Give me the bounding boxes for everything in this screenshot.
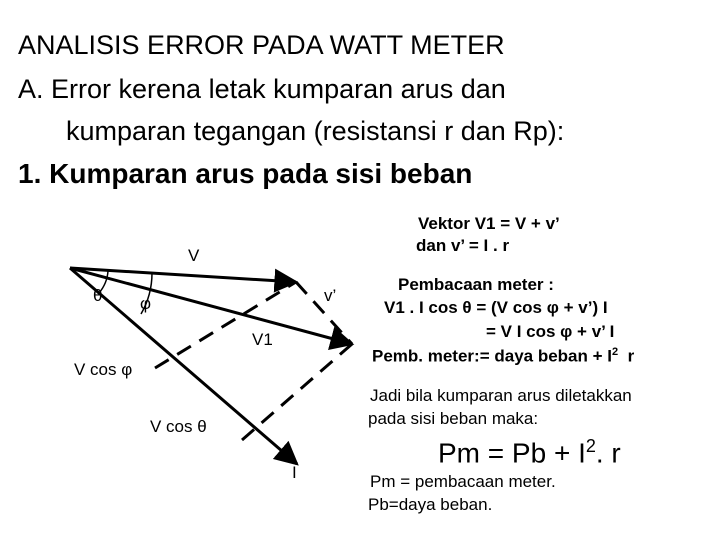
item-a-line2: kumparan tegangan (resistansi r dan Rp): <box>66 116 565 146</box>
formula-main: Pm = Pb + I <box>438 437 586 469</box>
formula-sup: 2 <box>585 436 596 456</box>
formula-pm <box>438 436 621 469</box>
formula-end: . r <box>595 437 621 469</box>
reading-heading: Pembacaan meter : <box>398 275 554 294</box>
vector-v <box>70 268 296 282</box>
label-i: I <box>292 463 297 482</box>
label-theta: θ <box>93 286 103 305</box>
conclusion-line2: pada sisi beban maka: <box>368 409 539 428</box>
reading-meaning-end: r <box>627 346 635 366</box>
slide-title: ANALISIS ERROR PADA WATT METER <box>18 30 505 60</box>
reading-equation-simplified: = V I cos φ + v’ I <box>486 322 615 341</box>
item-1-heading: 1. Kumparan arus pada sisi beban <box>18 158 473 189</box>
label-v: V <box>188 246 200 265</box>
reading-equation: V1 . I cos θ = (V cos φ + v’) I <box>384 298 608 317</box>
reading-meaning-text: Pemb. meter:= daya beban + I <box>372 346 612 366</box>
vector-equation-detail: dan v’ = I . r <box>416 236 510 255</box>
legend-pb: Pb=daya beban. <box>368 495 493 514</box>
reading-meaning-sup: 2 <box>611 346 619 358</box>
conclusion-line1: Jadi bila kumparan arus diletakkan <box>370 386 632 405</box>
legend-pm: Pm = pembacaan meter. <box>370 472 556 491</box>
label-phi: φ <box>140 294 152 313</box>
label-v1: V1 <box>252 330 273 349</box>
projection-v-cos-phi <box>155 282 296 368</box>
vector-equation: Vektor V1 = V + v’ <box>418 214 560 233</box>
label-v-cos-phi: V cos φ <box>74 360 133 379</box>
label-v-prime: v’ <box>324 286 337 305</box>
reading-meaning <box>372 346 634 367</box>
item-a-line1: A. Error kerena letak kumparan arus dan <box>18 74 506 104</box>
projection-v-cos-theta <box>242 344 352 440</box>
label-v-cos-theta: V cos θ <box>150 417 207 436</box>
